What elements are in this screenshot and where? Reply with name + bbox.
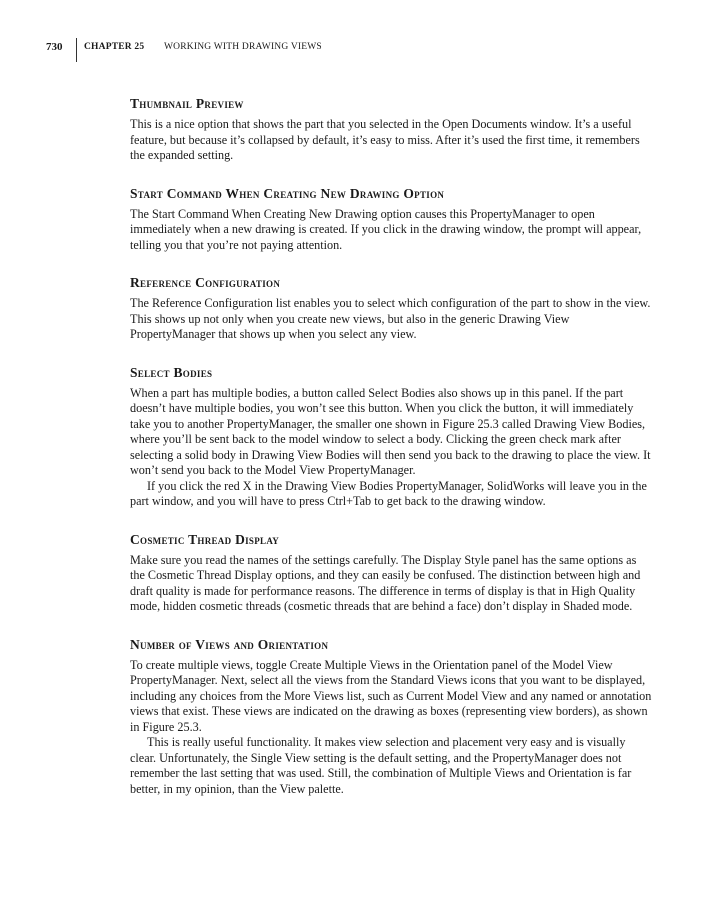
chapter-title: WORKING WITH DRAWING VIEWS [164,42,322,52]
section-heading: Cosmetic Thread Display [130,531,280,547]
section-start-command [130,185,652,254]
paragraph: This is a nice option that shows the part that you selected in the Open Documents window. It’s a useful feature, but because it’s collapsed by default, it’s easy to miss. After it’s used the first time, it remembers the expanded setting. [130,117,640,162]
section-heading: Thumbnail Preview [130,96,244,111]
paragraph: Make sure you read the names of the settings carefully. The Display Style panel has the same options as the Cosmetic Thread Display options, and they can easily be confused. The distinction between high and draft quality is made for performance reasons. The difference in terms of display is that in High Quality mode, hidden cosmetic threads (cosmetic threads that are behind a face) don’t display in Shaded mode. [130,552,641,613]
page-body [130,95,652,818]
section-heading: Number of Views and Orientation [130,636,329,652]
paragraph: To create multiple views, toggle Create Multiple Views in the Orientation panel of the Model View PropertyManager. Next, select all the views from the Standard Views icons that you want to be displayed, including any choices from the More Views list, such as Current Model View and any named or annotation views that exist. These views are indicated on the drawing as boxes (representing view borders), as shown in Figure 25.3. [130,657,652,734]
chapter-label: CHAPTER 25 [84,42,145,52]
section-heading: Reference Configuration [130,275,281,290]
page-number: 730 [46,41,63,53]
header-divider [76,38,77,62]
section-number-of-views [130,636,652,798]
section-thumbnail-preview [130,95,652,164]
section-select-bodies [130,364,652,510]
section-heading: Start Command When Creating New Drawing Option [130,185,445,201]
paragraph: The Start Command When Creating New Drawing option causes this PropertyManager to open immediately when a new drawing is created. If you click in the drawing window, the prompt will appear, telling you that you’re not paying attention. [130,206,642,252]
section-cosmetic-thread-display [130,531,652,615]
paragraph: When a part has multiple bodies, a button called Select Bodies also shows up in this panel. If the part doesn’t have multiple bodies, you won’t see this button. When you click the button, it will immediately take you to another PropertyManager, the smaller one shown in Figure 25.3 called Drawing View Bodies, where you’ll be sent back to the model window to select a body. Clicking the green check mark after selecting a solid body in Drawing View Bodies will then send you back to the drawing to place the view. It won’t send you back to the Model View PropertyManager. [130,385,651,477]
section-heading: Select Bodies [130,364,213,380]
paragraph: If you click the red X in the Drawing View Bodies PropertyManager, SolidWorks will leave you in the part window, and you will have to press Ctrl+Tab to get back to the drawing window. [130,478,647,508]
paragraph: The Reference Configuration list enables you to select which configuration of the part to show in the view. This shows up not only when you create new views, but also in the generic Drawing View PropertyManager that shows up when you select any view. [130,296,651,341]
section-reference-configuration [130,274,652,343]
paragraph: This is really useful functionality. It makes view selection and placement very easy and is visually clear. Unfortunately, the Single View setting is the default setting, and the PropertyManager does not remember the last setting that was used. Still, the combination of Multiple Views and Orientation is far better, in my opinion, than the View palette. [130,735,632,796]
